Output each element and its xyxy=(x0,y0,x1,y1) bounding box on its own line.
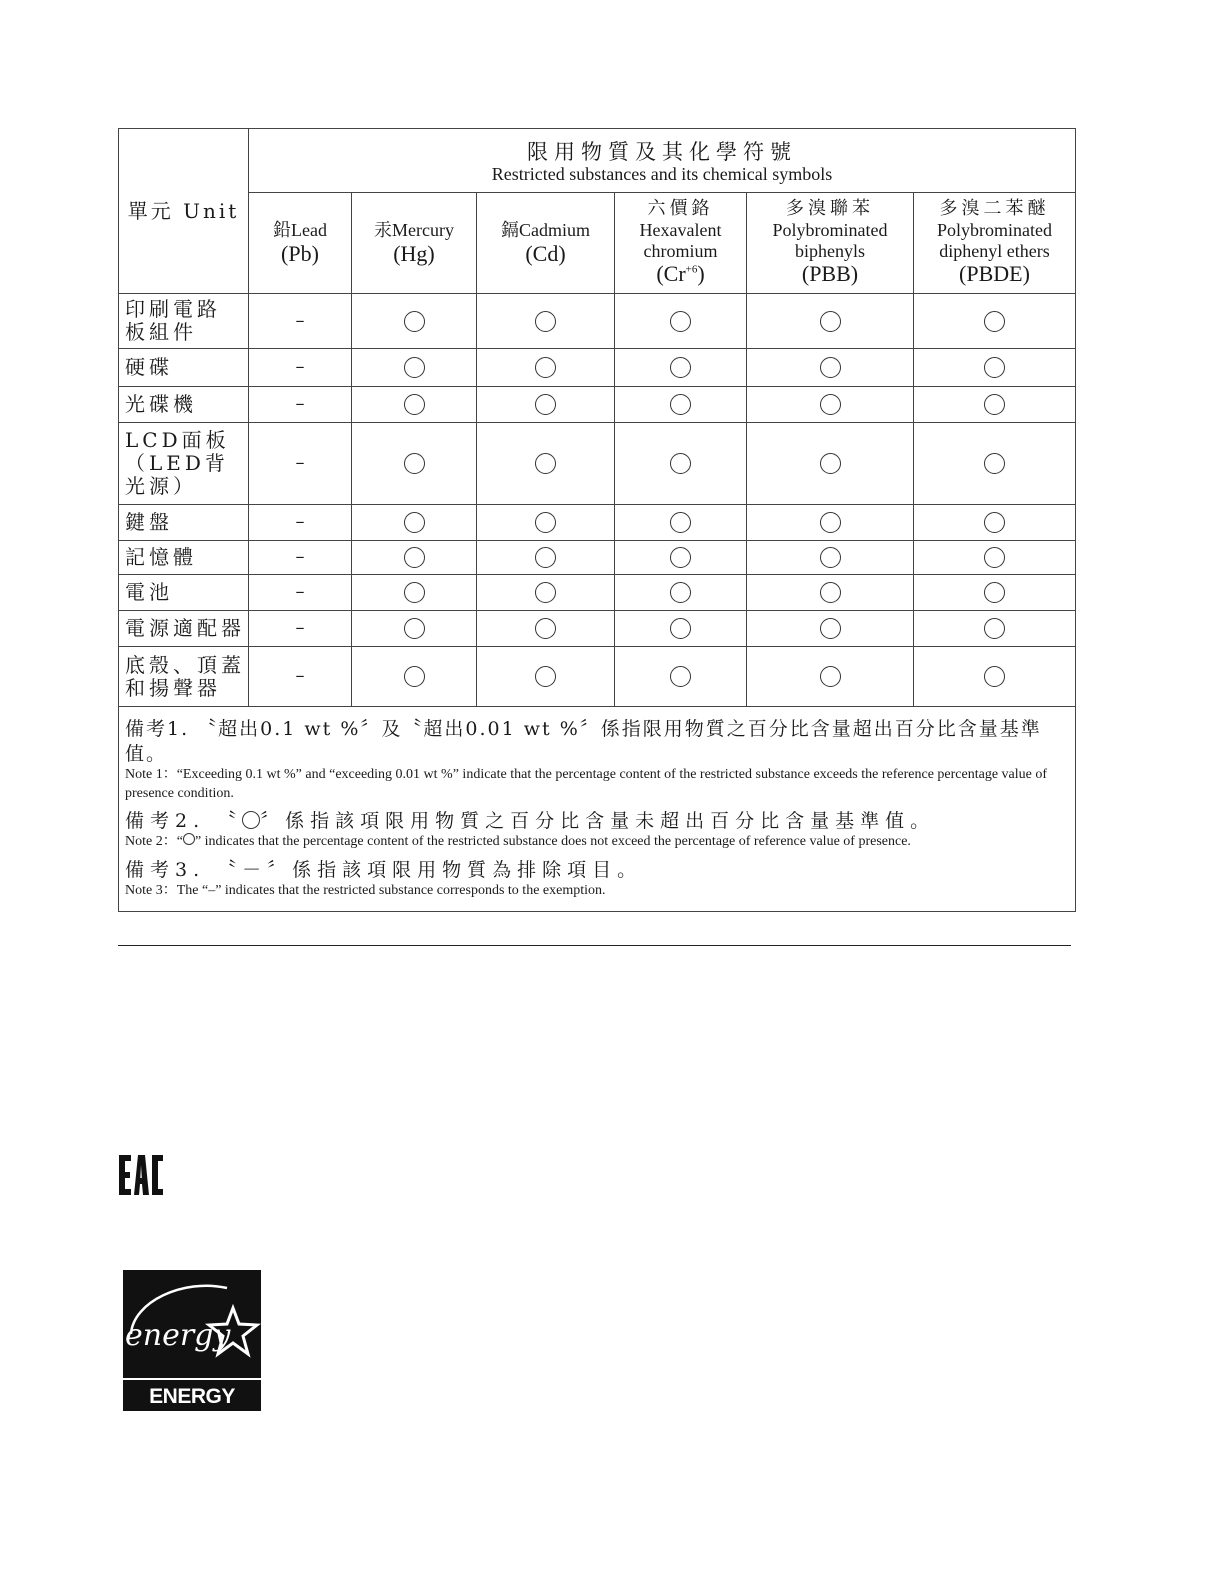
circle-cell xyxy=(477,349,615,387)
row-label xyxy=(119,349,249,387)
circle-cell xyxy=(747,387,914,423)
circle-cell xyxy=(352,349,477,387)
circle-cell xyxy=(747,611,914,647)
circle-mark xyxy=(820,357,841,378)
row-label xyxy=(119,387,249,423)
circle-mark xyxy=(404,547,425,568)
substance-header-mercury: 汞Mercury (Hg) xyxy=(352,193,477,294)
dash-mark: – xyxy=(249,349,352,387)
row-label-line: 印刷電路 xyxy=(125,297,221,321)
circle-cell xyxy=(615,611,747,647)
circle-cell xyxy=(615,387,747,423)
circle-mark xyxy=(984,311,1005,332)
circle-symbol xyxy=(242,811,260,829)
circle-cell xyxy=(615,575,747,611)
table-row xyxy=(119,505,1076,541)
table-row xyxy=(119,423,1076,505)
circle-cell xyxy=(352,611,477,647)
circle-mark xyxy=(984,618,1005,639)
circle-mark xyxy=(535,666,556,687)
row-label-line: 光碟機 xyxy=(125,392,197,416)
substance-header-hexavalent-chromium: 六價鉻 Hexavalent chromium $(Cr^{+6})$ xyxy=(615,193,747,294)
circle-mark xyxy=(535,512,556,533)
restricted-substances-table xyxy=(118,128,1076,912)
horizontal-divider xyxy=(118,945,1071,946)
circle-mark xyxy=(535,357,556,378)
circle-cell xyxy=(747,647,914,707)
circle-mark xyxy=(670,618,691,639)
restricted-substances-header xyxy=(249,129,1076,193)
circle-mark xyxy=(404,618,425,639)
circle-cell xyxy=(352,294,477,349)
circle-cell xyxy=(477,575,615,611)
header-title-cn: 限用物質及其化學符號 xyxy=(527,140,797,165)
circle-mark xyxy=(404,453,425,474)
circle-cell xyxy=(477,647,615,707)
row-label xyxy=(119,575,249,611)
circle-cell xyxy=(747,294,914,349)
row-label-line: 電源適配器 xyxy=(125,616,245,640)
row-label-line: 和揚聲器 xyxy=(125,675,221,700)
note-3-en: Note 3：The “–” indicates that the restricted substance corresponds to the exemption. xyxy=(125,883,606,899)
dash-mark: – xyxy=(249,611,352,647)
circle-mark xyxy=(984,512,1005,533)
table-row xyxy=(119,349,1076,387)
circle-cell xyxy=(615,294,747,349)
row-label-line: 板組件 xyxy=(125,320,197,344)
circle-mark xyxy=(670,666,691,687)
circle-mark xyxy=(670,394,691,415)
circle-cell xyxy=(615,423,747,505)
row-label-line: 電池 xyxy=(125,580,173,604)
eac-logo xyxy=(117,1153,165,1197)
row-label xyxy=(119,423,249,505)
energy-star-logo xyxy=(123,1270,261,1441)
circle-mark xyxy=(535,394,556,415)
header-title-en: Restricted substances and its chemical symbols xyxy=(491,164,833,185)
note-3-cn: 備考3. 〝－〞係指該項限用物質為排除項目。 xyxy=(125,858,643,881)
circle-mark xyxy=(670,357,691,378)
circle-mark xyxy=(670,453,691,474)
table-row xyxy=(119,387,1076,423)
dash-mark: – xyxy=(249,541,352,575)
circle-cell xyxy=(747,541,914,575)
unit-header: 單元 Unit xyxy=(119,129,249,294)
circle-cell xyxy=(352,575,477,611)
note-2-en: Note 2：“ ” indicates that the percentage content of the restricted substance does not exceed the percentage of reference value of presence. xyxy=(125,834,911,850)
row-label xyxy=(119,647,249,707)
substance-header-pbb: 多溴聯苯 Polybrominated biphenyls (PBB) xyxy=(747,193,914,294)
table-row xyxy=(119,611,1076,647)
circle-mark xyxy=(404,666,425,687)
row-label-line: （LED背 xyxy=(125,451,229,475)
circle-cell xyxy=(914,294,1076,349)
circle-cell xyxy=(914,423,1076,505)
row-label xyxy=(119,294,249,349)
table-row xyxy=(119,575,1076,611)
circle-cell xyxy=(477,423,615,505)
row-label-line: 底殼、頂蓋 xyxy=(125,652,245,677)
table-row xyxy=(119,647,1076,707)
circle-cell xyxy=(914,349,1076,387)
circle-cell xyxy=(477,505,615,541)
row-label-line: 記憶體 xyxy=(125,545,197,569)
circle-cell xyxy=(615,541,747,575)
circle-mark xyxy=(404,311,425,332)
circle-cell xyxy=(747,423,914,505)
circle-mark xyxy=(820,547,841,568)
circle-cell xyxy=(615,349,747,387)
circle-mark xyxy=(535,618,556,639)
row-label xyxy=(119,505,249,541)
row-label-line: LCD面板 xyxy=(125,428,230,452)
circle-mark xyxy=(535,311,556,332)
circle-mark xyxy=(670,311,691,332)
circle-cell xyxy=(477,611,615,647)
circle-mark xyxy=(670,512,691,533)
circle-mark xyxy=(984,666,1005,687)
circle-mark xyxy=(535,453,556,474)
circle-cell xyxy=(747,575,914,611)
circle-mark xyxy=(404,582,425,603)
circle-mark xyxy=(820,582,841,603)
circle-mark xyxy=(984,582,1005,603)
circle-mark xyxy=(984,357,1005,378)
row-label-line: 光源） xyxy=(125,474,197,498)
dash-mark: – xyxy=(249,294,352,349)
row-label xyxy=(119,541,249,575)
table-row xyxy=(119,541,1076,575)
note-2-cn: 備考2. 〝 〞係指該項限用物質之百分比含量未超出百分比含量基準值。 xyxy=(125,809,936,832)
dash-mark: – xyxy=(249,647,352,707)
circle-cell xyxy=(352,423,477,505)
circle-cell xyxy=(914,575,1076,611)
circle-cell xyxy=(747,349,914,387)
circle-mark xyxy=(670,582,691,603)
circle-mark xyxy=(820,453,841,474)
substance-header-lead: 鉛Lead (Pb) xyxy=(249,193,352,294)
notes-section xyxy=(119,707,1076,912)
circle-cell xyxy=(477,541,615,575)
circle-mark xyxy=(984,547,1005,568)
circle-mark xyxy=(984,394,1005,415)
energy-star-text: ENERGY STAR xyxy=(123,1378,261,1411)
energy-script: energy xyxy=(125,1318,231,1353)
note-1-en: Note 1：“Exceeding 0.1 wt %” and “exceeding 0.01 wt %” indicate that the percentage content of the restricted substance exceeds the reference percentage value of presence condition. xyxy=(125,767,1048,801)
row-label-line: 硬碟 xyxy=(125,355,173,379)
circle-mark xyxy=(820,512,841,533)
circle-cell xyxy=(914,647,1076,707)
circle-mark xyxy=(984,453,1005,474)
dash-mark: – xyxy=(249,387,352,423)
circle-mark xyxy=(820,618,841,639)
circle-cell xyxy=(615,505,747,541)
circle-cell xyxy=(352,541,477,575)
circle-mark xyxy=(404,394,425,415)
circle-cell xyxy=(477,387,615,423)
circle-mark xyxy=(670,547,691,568)
note-1-cn: 備考1. 〝超出0.1 wt %〞及〝超出0.01 wt %〞係指限用物質之百分比含量超出百分比含量基準值。 xyxy=(125,718,1042,765)
circle-cell xyxy=(352,647,477,707)
substance-header-cadmium: 鎘Cadmium (Cd) xyxy=(477,193,615,294)
row-label xyxy=(119,611,249,647)
circle-cell xyxy=(747,505,914,541)
circle-mark xyxy=(820,394,841,415)
circle-mark xyxy=(820,311,841,332)
circle-cell xyxy=(477,294,615,349)
circle-mark xyxy=(535,582,556,603)
dash-mark: – xyxy=(249,575,352,611)
circle-cell xyxy=(352,505,477,541)
dash-mark: – xyxy=(249,505,352,541)
circle-cell xyxy=(914,505,1076,541)
circle-cell xyxy=(914,611,1076,647)
circle-cell xyxy=(352,387,477,423)
substance-header-pbde: 多溴二苯醚 Polybrominated diphenyl ethers (PBDE) xyxy=(914,193,1076,294)
circle-cell xyxy=(914,541,1076,575)
circle-mark xyxy=(535,547,556,568)
circle-cell xyxy=(615,647,747,707)
row-label-line: 鍵盤 xyxy=(125,510,173,534)
circle-mark xyxy=(404,512,425,533)
table-row xyxy=(119,294,1076,349)
dash-mark: – xyxy=(249,423,352,505)
circle-symbol xyxy=(183,833,195,845)
circle-mark xyxy=(404,357,425,378)
circle-cell xyxy=(914,387,1076,423)
circle-mark xyxy=(820,666,841,687)
